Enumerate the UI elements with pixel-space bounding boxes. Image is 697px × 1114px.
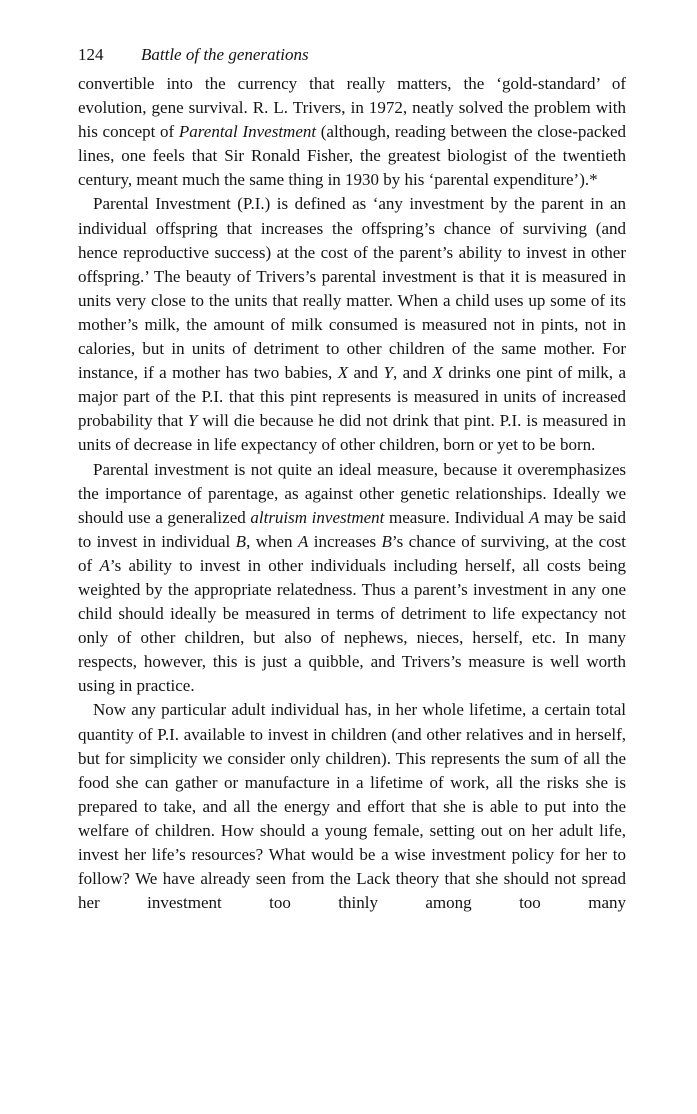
italic-text: B — [235, 531, 247, 551]
italic-text: Y — [383, 363, 393, 383]
italic-text: A — [99, 555, 110, 575]
italic-text: X — [432, 363, 443, 383]
paragraph-4 — [78, 698, 626, 915]
text-run: convertible into the currency that really matters, the ‘gold-standard’ of evolution, gene survival. R. L. Trivers, in 1972, neatly solved the problem with his concept of — [78, 74, 626, 142]
text-run: will die because he did not drink that pint. P.I. is measured in units of decrease in life expectancy of other children, born or yet to be born. — [78, 411, 626, 455]
text-run: ’s chance of surviving, at the cost of — [78, 531, 626, 575]
body-text — [78, 72, 626, 915]
running-title: Battle of the generations — [141, 45, 309, 64]
italic-text: Y — [188, 411, 198, 431]
text-run: , and — [392, 363, 433, 383]
text-run: Parental investment is not quite an ideal measure, because it overemphasizes the importance of parentage, as against other genetic relationships. Ideally we should use a generalized — [78, 459, 626, 527]
text-run: measure. Individual — [384, 507, 530, 527]
italic-text: X — [337, 363, 349, 383]
italic-text: altruism investment — [250, 507, 385, 527]
italic-text: B — [381, 531, 392, 551]
paragraph-1 — [78, 72, 626, 192]
italic-text: Parental Investment — [178, 122, 317, 142]
text-run: may be said to invest in individual — [78, 507, 626, 551]
text-run: Parental Investment (P.I.) is defined as ‘any investment by the parent in an individual offspring that increases the offspring’s chance of surviving (and hence reproductive success) at the cost of the parent’s ability to invest in other offspring.’ The beauty of Trivers’s parental investment is that it is measured in units very close to the units that really matter. When a child uses up some of its mother’s milk, the amount of milk consumed is measured not in pints, not in calories, but in units of detriment to other children of the same mother. For instance, if a mother has two babies, — [78, 194, 626, 383]
italic-text: A — [297, 531, 309, 551]
text-run: and — [348, 363, 384, 383]
text-run: drinks one pint of milk, a major part of the P.I. that this pint represents is measured in units of increased probability that — [78, 363, 626, 431]
text-run: increases — [308, 531, 382, 551]
book-page — [78, 44, 626, 915]
running-head — [78, 44, 626, 66]
paragraph-3 — [78, 458, 626, 699]
text-run: , when — [246, 531, 298, 551]
paragraph-2 — [78, 192, 626, 457]
text-run: (although, reading between the close-packed lines, one feels that Sir Ronald Fisher, the greatest biologist of the twentieth century, meant much the same thing in 1930 by his ‘parental expenditure’).* — [78, 122, 627, 190]
text-run: Now any particular adult individual has, in her whole lifetime, a certain total quantity of P.I. available to invest in children (and other relatives and in herself, but for simplicity we consider only children). This represents the sum of all the food she can gather or manufacture in a lifetime of work, all the risks she is prepared to take, and all the energy and effort that she is able to put into the welfare of children. How should a young female, setting out on her adult life, invest her life’s resources? What would be a wise investment policy for her to follow? We have already seen from the Lack theory that she should not spread her investment too thinly among too many — [78, 700, 626, 913]
page-number: 124 — [78, 45, 104, 64]
italic-text: A — [529, 507, 540, 527]
text-run: ’s ability to invest in other individuals including herself, all costs being weighted by the appropriate relatedness. Thus a parent’s investment in any one child should ideally be measured in terms of detriment to life expectancy not only of other children, but also of nephews, nieces, herself, etc. In many respects, however, this is just a quibble, and Trivers’s measure is well worth using in practice. — [78, 555, 626, 696]
